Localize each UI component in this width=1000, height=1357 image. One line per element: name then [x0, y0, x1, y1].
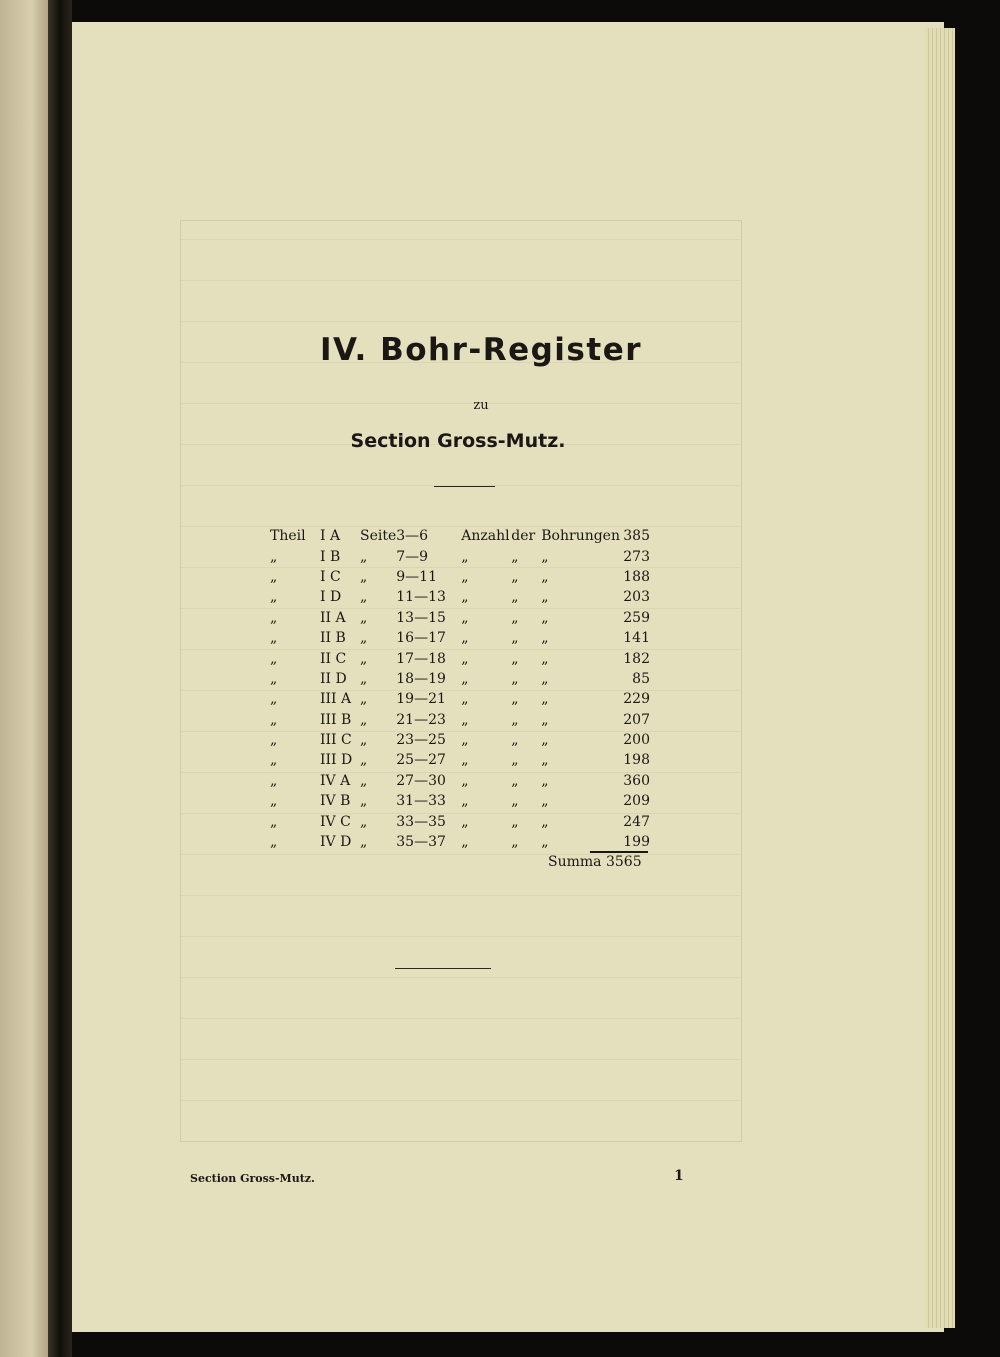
col-bohrungen: „ [541, 609, 549, 626]
col-der: der [511, 528, 536, 545]
col-pages: 9—11 [396, 568, 437, 585]
col-pages: 7—9 [396, 548, 429, 565]
col-pages: 35—37 [396, 834, 446, 851]
col-count: 182 [623, 650, 650, 667]
col-count: 200 [623, 732, 650, 749]
col-theil: „ [270, 568, 278, 585]
col-seite: „ [360, 772, 368, 789]
col-anzahl: „ [461, 813, 469, 830]
col-pages: 11—13 [396, 589, 446, 606]
col-seite: „ [360, 630, 368, 647]
register-row [270, 648, 650, 668]
col-der: „ [511, 772, 519, 789]
col-theil: „ [270, 793, 278, 810]
col-part: III A [320, 691, 352, 708]
col-theil: „ [270, 548, 278, 565]
col-part: IV D [320, 834, 352, 851]
register-row [270, 587, 650, 607]
col-seite: „ [360, 793, 368, 810]
col-part: I B [320, 548, 341, 565]
col-bohrungen: Bohrungen [541, 528, 620, 545]
col-bohrungen: „ [541, 813, 549, 830]
col-seite: Seite [360, 528, 397, 545]
col-part: III B [320, 711, 352, 728]
col-part: I D [320, 589, 342, 606]
col-der: „ [511, 691, 519, 708]
col-part: IV A [320, 772, 351, 789]
col-anzahl: „ [461, 548, 469, 565]
register-row [270, 546, 650, 566]
register-row [270, 526, 650, 546]
end-divider [395, 968, 491, 969]
col-count: 203 [623, 589, 650, 606]
col-pages: 27—30 [396, 772, 446, 789]
col-der: „ [511, 609, 519, 626]
col-seite: „ [360, 691, 368, 708]
summa-value: 3565 [605, 854, 642, 870]
col-seite: „ [360, 711, 368, 728]
register-row [270, 710, 650, 730]
col-pages: 3—6 [396, 528, 429, 545]
col-seite: „ [360, 670, 368, 687]
summa-line [548, 854, 642, 870]
register-row [270, 811, 650, 831]
col-part: II C [320, 650, 347, 667]
col-bohrungen: „ [541, 772, 549, 789]
register-row [270, 689, 650, 709]
col-anzahl: „ [461, 650, 469, 667]
col-part: III D [320, 752, 353, 769]
running-title: Section Gross-Mutz. [190, 1172, 315, 1185]
col-anzahl: „ [461, 834, 469, 851]
col-pages: 13—15 [396, 609, 446, 626]
col-count: 273 [623, 548, 650, 565]
col-bohrungen: „ [541, 670, 549, 687]
col-seite: „ [360, 609, 368, 626]
col-bohrungen: „ [541, 834, 549, 851]
col-pages: 25—27 [396, 752, 446, 769]
col-anzahl: Anzahl [461, 528, 510, 545]
bohr-register-table [270, 526, 650, 852]
col-der: „ [511, 589, 519, 606]
col-bohrungen: „ [541, 691, 549, 708]
col-der: „ [511, 813, 519, 830]
col-theil: „ [270, 589, 278, 606]
col-theil: „ [270, 650, 278, 667]
col-theil: „ [270, 670, 278, 687]
col-pages: 18—19 [396, 670, 446, 687]
col-bohrungen: „ [541, 650, 549, 667]
col-pages: 16—17 [396, 630, 446, 647]
col-theil: „ [270, 752, 278, 769]
col-anzahl: „ [461, 609, 469, 626]
register-row [270, 832, 650, 852]
col-seite: „ [360, 589, 368, 606]
col-theil: „ [270, 732, 278, 749]
col-theil: „ [270, 772, 278, 789]
col-count: 188 [623, 568, 650, 585]
col-seite: „ [360, 650, 368, 667]
col-part: I C [320, 568, 341, 585]
col-seite: „ [360, 548, 368, 565]
register-row [270, 791, 650, 811]
col-pages: 23—25 [396, 732, 446, 749]
col-bohrungen: „ [541, 589, 549, 606]
col-bohrungen: „ [541, 732, 549, 749]
col-anzahl: „ [461, 568, 469, 585]
col-theil: Theil [270, 528, 306, 545]
col-bohrungen: „ [541, 568, 549, 585]
register-row [270, 750, 650, 770]
col-part: II A [320, 609, 346, 626]
col-anzahl: „ [461, 732, 469, 749]
title-divider [434, 486, 495, 487]
col-der: „ [511, 732, 519, 749]
col-der: „ [511, 752, 519, 769]
title-connector: zu [473, 398, 489, 413]
col-theil: „ [270, 691, 278, 708]
col-part: I A [320, 528, 341, 545]
col-seite: „ [360, 732, 368, 749]
col-theil: „ [270, 834, 278, 851]
col-bohrungen: „ [541, 793, 549, 810]
col-pages: 21—23 [396, 711, 446, 728]
col-count: 199 [623, 834, 650, 851]
col-anzahl: „ [461, 630, 469, 647]
col-count: 209 [623, 793, 650, 810]
col-theil: „ [270, 711, 278, 728]
register-row [270, 730, 650, 750]
col-anzahl: „ [461, 589, 469, 606]
col-der: „ [511, 834, 519, 851]
col-count: 229 [623, 691, 650, 708]
page-title: IV. Bohr-Register [319, 332, 643, 368]
col-anzahl: „ [461, 670, 469, 687]
col-count: 360 [623, 772, 650, 789]
col-theil: „ [270, 813, 278, 830]
register-row [270, 771, 650, 791]
col-count: 198 [623, 752, 650, 769]
col-anzahl: „ [461, 752, 469, 769]
col-pages: 19—21 [396, 691, 446, 708]
col-seite: „ [360, 568, 368, 585]
col-der: „ [511, 548, 519, 565]
col-part: IV B [320, 793, 351, 810]
col-count: 85 [632, 670, 650, 687]
col-seite: „ [360, 813, 368, 830]
col-bohrungen: „ [541, 630, 549, 647]
col-pages: 33—35 [396, 813, 446, 830]
col-der: „ [511, 670, 519, 687]
col-count: 247 [623, 813, 650, 830]
col-count: 207 [623, 711, 650, 728]
col-bohrungen: „ [541, 548, 549, 565]
col-bohrungen: „ [541, 752, 549, 769]
col-part: III C [320, 732, 352, 749]
col-der: „ [511, 793, 519, 810]
col-count: 385 [623, 528, 650, 545]
summa-label: Summa [548, 854, 602, 870]
page-number: 1 [674, 1168, 684, 1184]
col-anzahl: „ [461, 691, 469, 708]
col-seite: „ [360, 752, 368, 769]
register-row [270, 567, 650, 587]
col-theil: „ [270, 630, 278, 647]
col-theil: „ [270, 609, 278, 626]
col-anzahl: „ [461, 772, 469, 789]
col-pages: 17—18 [396, 650, 446, 667]
summa-rule [590, 851, 648, 853]
col-der: „ [511, 630, 519, 647]
col-part: II B [320, 630, 346, 647]
register-row [270, 628, 650, 648]
col-anzahl: „ [461, 711, 469, 728]
col-bohrungen: „ [541, 711, 549, 728]
col-count: 259 [623, 609, 650, 626]
col-der: „ [511, 568, 519, 585]
section-title: Section Gross-Mutz. [350, 430, 566, 452]
col-count: 141 [623, 630, 650, 647]
col-der: „ [511, 711, 519, 728]
col-part: II D [320, 670, 347, 687]
col-part: IV C [320, 813, 351, 830]
col-pages: 31—33 [396, 793, 446, 810]
register-row [270, 608, 650, 628]
register-row [270, 669, 650, 689]
col-seite: „ [360, 834, 368, 851]
col-anzahl: „ [461, 793, 469, 810]
col-der: „ [511, 650, 519, 667]
